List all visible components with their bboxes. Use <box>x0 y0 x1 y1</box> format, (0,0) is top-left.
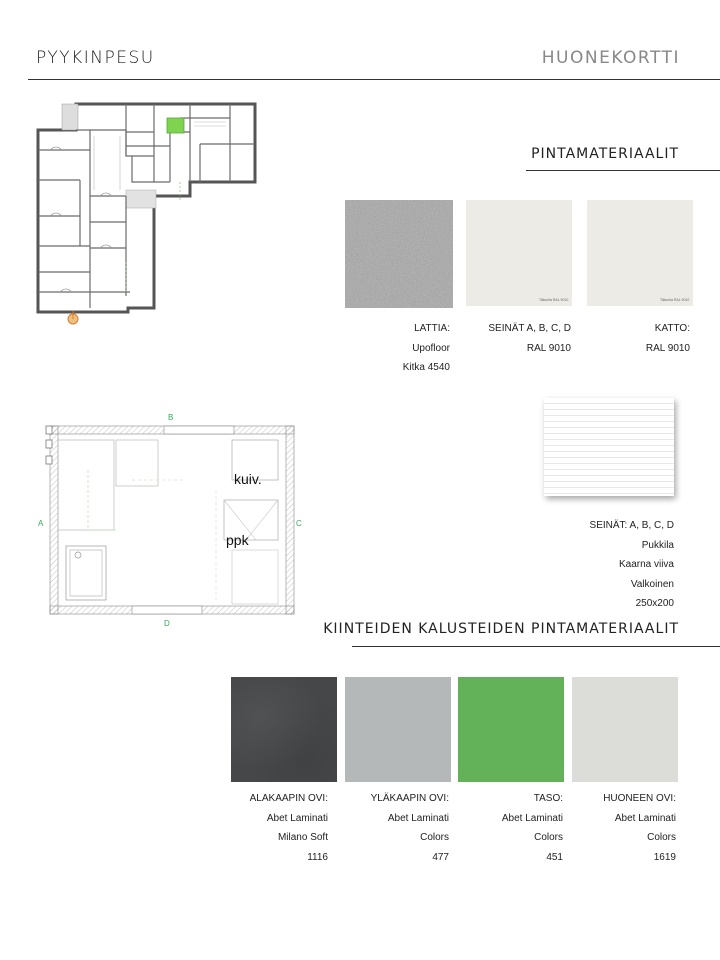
page-title: PYYKINPESU <box>36 48 155 68</box>
wall-label-c: C <box>296 519 302 528</box>
surface-materials-title: PINTAMATERIAALIT <box>531 146 679 162</box>
lower-cabinet-caption <box>250 789 328 867</box>
floor-label: LATTIA: <box>414 323 450 334</box>
tile-label: SEINÄT: A, B, C, D <box>589 520 674 531</box>
fixed-furniture-divider <box>352 646 720 647</box>
wall-label-d: D <box>164 619 170 628</box>
countertop-swatch <box>458 677 564 782</box>
room-door-label: HUONEEN OVI: <box>603 793 676 804</box>
wall-tile-caption <box>590 516 674 614</box>
countertop-series: Colors <box>534 832 563 843</box>
floor-swatch <box>345 200 453 308</box>
walls-color: RAL 9010 <box>526 342 571 354</box>
upper-cabinet-series: Colors <box>420 832 449 843</box>
upper-cabinet-door-swatch <box>345 677 451 782</box>
lower-cabinet-label: ALAKAAPIN OVI: <box>249 793 328 804</box>
tile-model: Kaarna viiva <box>618 559 674 570</box>
lower-cabinet-code: 1116 <box>307 851 328 863</box>
tile-color: Valkoinen <box>630 578 674 590</box>
floor-product: Kitka 4540 <box>402 362 450 373</box>
tile-size: 250x200 <box>635 598 674 609</box>
wall-swatch-tag: Tikkurila RAL 9010 <box>539 298 569 302</box>
surface-materials-divider <box>526 170 720 171</box>
upper-cabinet-code: 477 <box>432 851 449 863</box>
lower-cabinet-door-swatch <box>231 677 337 782</box>
wall-label-b: B <box>168 413 174 422</box>
room-door-brand: Abet Laminati <box>614 812 676 824</box>
fixed-furniture-materials-title: KIINTEIDEN KALUSTEIDEN PINTAMATERIAALIT <box>323 621 679 637</box>
countertop-brand: Abet Laminati <box>501 812 563 824</box>
upper-cabinet-label: YLÄKAAPIN OVI: <box>370 793 449 804</box>
room-floor-plan <box>36 410 306 632</box>
lower-cabinet-brand: Abet Laminati <box>266 812 328 824</box>
room-door-series: Colors <box>647 832 676 843</box>
floor-brand: Upofloor <box>412 342 450 354</box>
wall-color-swatch <box>466 200 572 306</box>
room-door-caption <box>603 789 676 867</box>
room-door-swatch <box>572 677 678 782</box>
upper-cabinet-caption <box>371 789 449 867</box>
ceiling-label: KATTO: <box>654 323 690 334</box>
upper-cabinet-brand: Abet Laminati <box>387 812 449 824</box>
building-floor-plan <box>30 96 280 328</box>
lower-cabinet-series: Milano Soft <box>277 832 328 843</box>
room-door-code: 1619 <box>653 851 676 863</box>
ceiling-color: RAL 9010 <box>645 342 690 354</box>
ceiling-caption <box>646 319 690 358</box>
ceiling-swatch-tag: Tikkurila RAL 9010 <box>660 298 690 302</box>
floor-caption <box>403 319 450 378</box>
ceiling-color-swatch <box>587 200 693 306</box>
countertop-caption <box>502 789 563 867</box>
header-divider <box>28 79 720 80</box>
dryer-label: kuiv. <box>234 471 262 487</box>
countertop-code: 451 <box>546 851 563 863</box>
wall-tile-swatch <box>544 398 674 496</box>
countertop-label: TASO: <box>533 793 563 804</box>
card-type-label: HUONEKORTTI <box>541 48 680 68</box>
tile-brand: Pukkila <box>641 539 674 551</box>
walls-label: SEINÄT A, B, C, D <box>488 323 571 334</box>
washer-label: ppk <box>226 532 249 548</box>
wall-label-a: A <box>38 519 44 528</box>
walls-caption <box>488 319 571 358</box>
